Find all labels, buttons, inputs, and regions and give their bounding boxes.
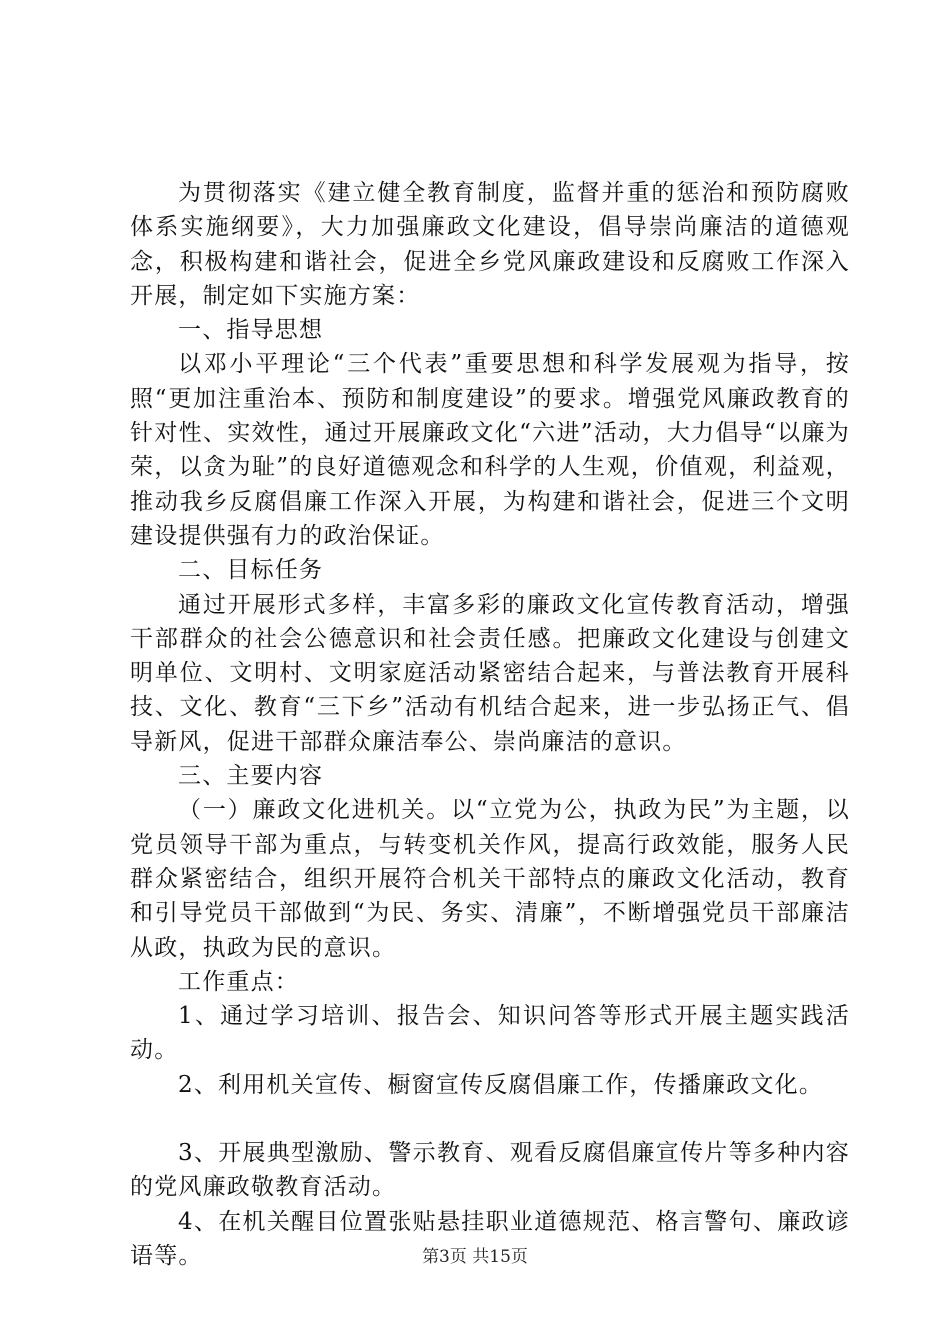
work-focus-label: 工作重点：: [178, 968, 299, 995]
list-item: 4、在机关醒目位置张贴悬挂职业道德规范、格言警句、廉政谚语等。: [130, 1208, 850, 1269]
document-body: [130, 176, 850, 1273]
list-item: 2、利用机关宣传、橱窗宣传反腐倡廉工作，传播廉政文化。: [178, 1071, 824, 1098]
main-content-paragraph: （一）廉政文化进机关。以“立党为公，执政为民”为主题，以党员领导干部为重点，与转变机关作风，提高行政效能，服务人民群众紧密结合，组织开展符合机关干部特点的廉政文化活动，教育和引导党员干部做到“为民、务实、清廉”，不断增强党员干部廉洁从政，执政为民的意识。: [130, 797, 850, 961]
goals-paragraph: 通过开展形式多样，丰富多彩的廉政文化宣传教育活动，增强干部群众的社会公德意识和社会责任感。把廉政文化建设与创建文明单位、文明村、文明家庭活动紧密结合起来，与普法教育开展科技、文化、教育“三下乡”活动有机结合起来，进一步弘扬正气、倡导新风，促进干部群众廉洁奉公、崇尚廉洁的意识。: [130, 591, 850, 755]
list-item: 3、开展典型激励、警示教育、观看反腐倡廉宣传片等多种内容的党风廉政敬教育活动。: [130, 1140, 850, 1201]
intro-paragraph: 为贯彻落实《建立健全教育制度，监督并重的惩治和预防腐败体系实施纲要》，大力加强廉政文化建设，倡导崇尚廉洁的道德观念，积极构建和谐社会，促进全乡党风廉政建设和反腐败工作深入开展，制定如下实施方案：: [130, 180, 850, 309]
section-heading-main-content: 三、主要内容: [178, 763, 324, 790]
section-heading-guiding-ideology: 一、指导思想: [178, 317, 324, 344]
list-item: 1、通过学习培训、报告会、知识问答等形式开展主题实践活动。: [130, 1003, 850, 1064]
page-number-footer: 第3页 共15页: [422, 1247, 528, 1267]
blank-line: [130, 1102, 850, 1136]
guiding-ideology-paragraph: 以邓小平理论“三个代表”重要思想和科学发展观为指导，按照“更加注重治本、预防和制度建设”的要求。增强党风廉政教育的针对性、实效性，通过开展廉政文化“六进”活动，大力倡导“以廉为荣，以贪为耻”的良好道德观念和科学的人生观，价值观，利益观，推动我乡反腐倡廉工作深入开展，为构建和谐社会，促进三个文明建设提供强有力的政治保证。: [130, 351, 850, 549]
section-heading-goals: 二、目标任务: [178, 557, 324, 584]
